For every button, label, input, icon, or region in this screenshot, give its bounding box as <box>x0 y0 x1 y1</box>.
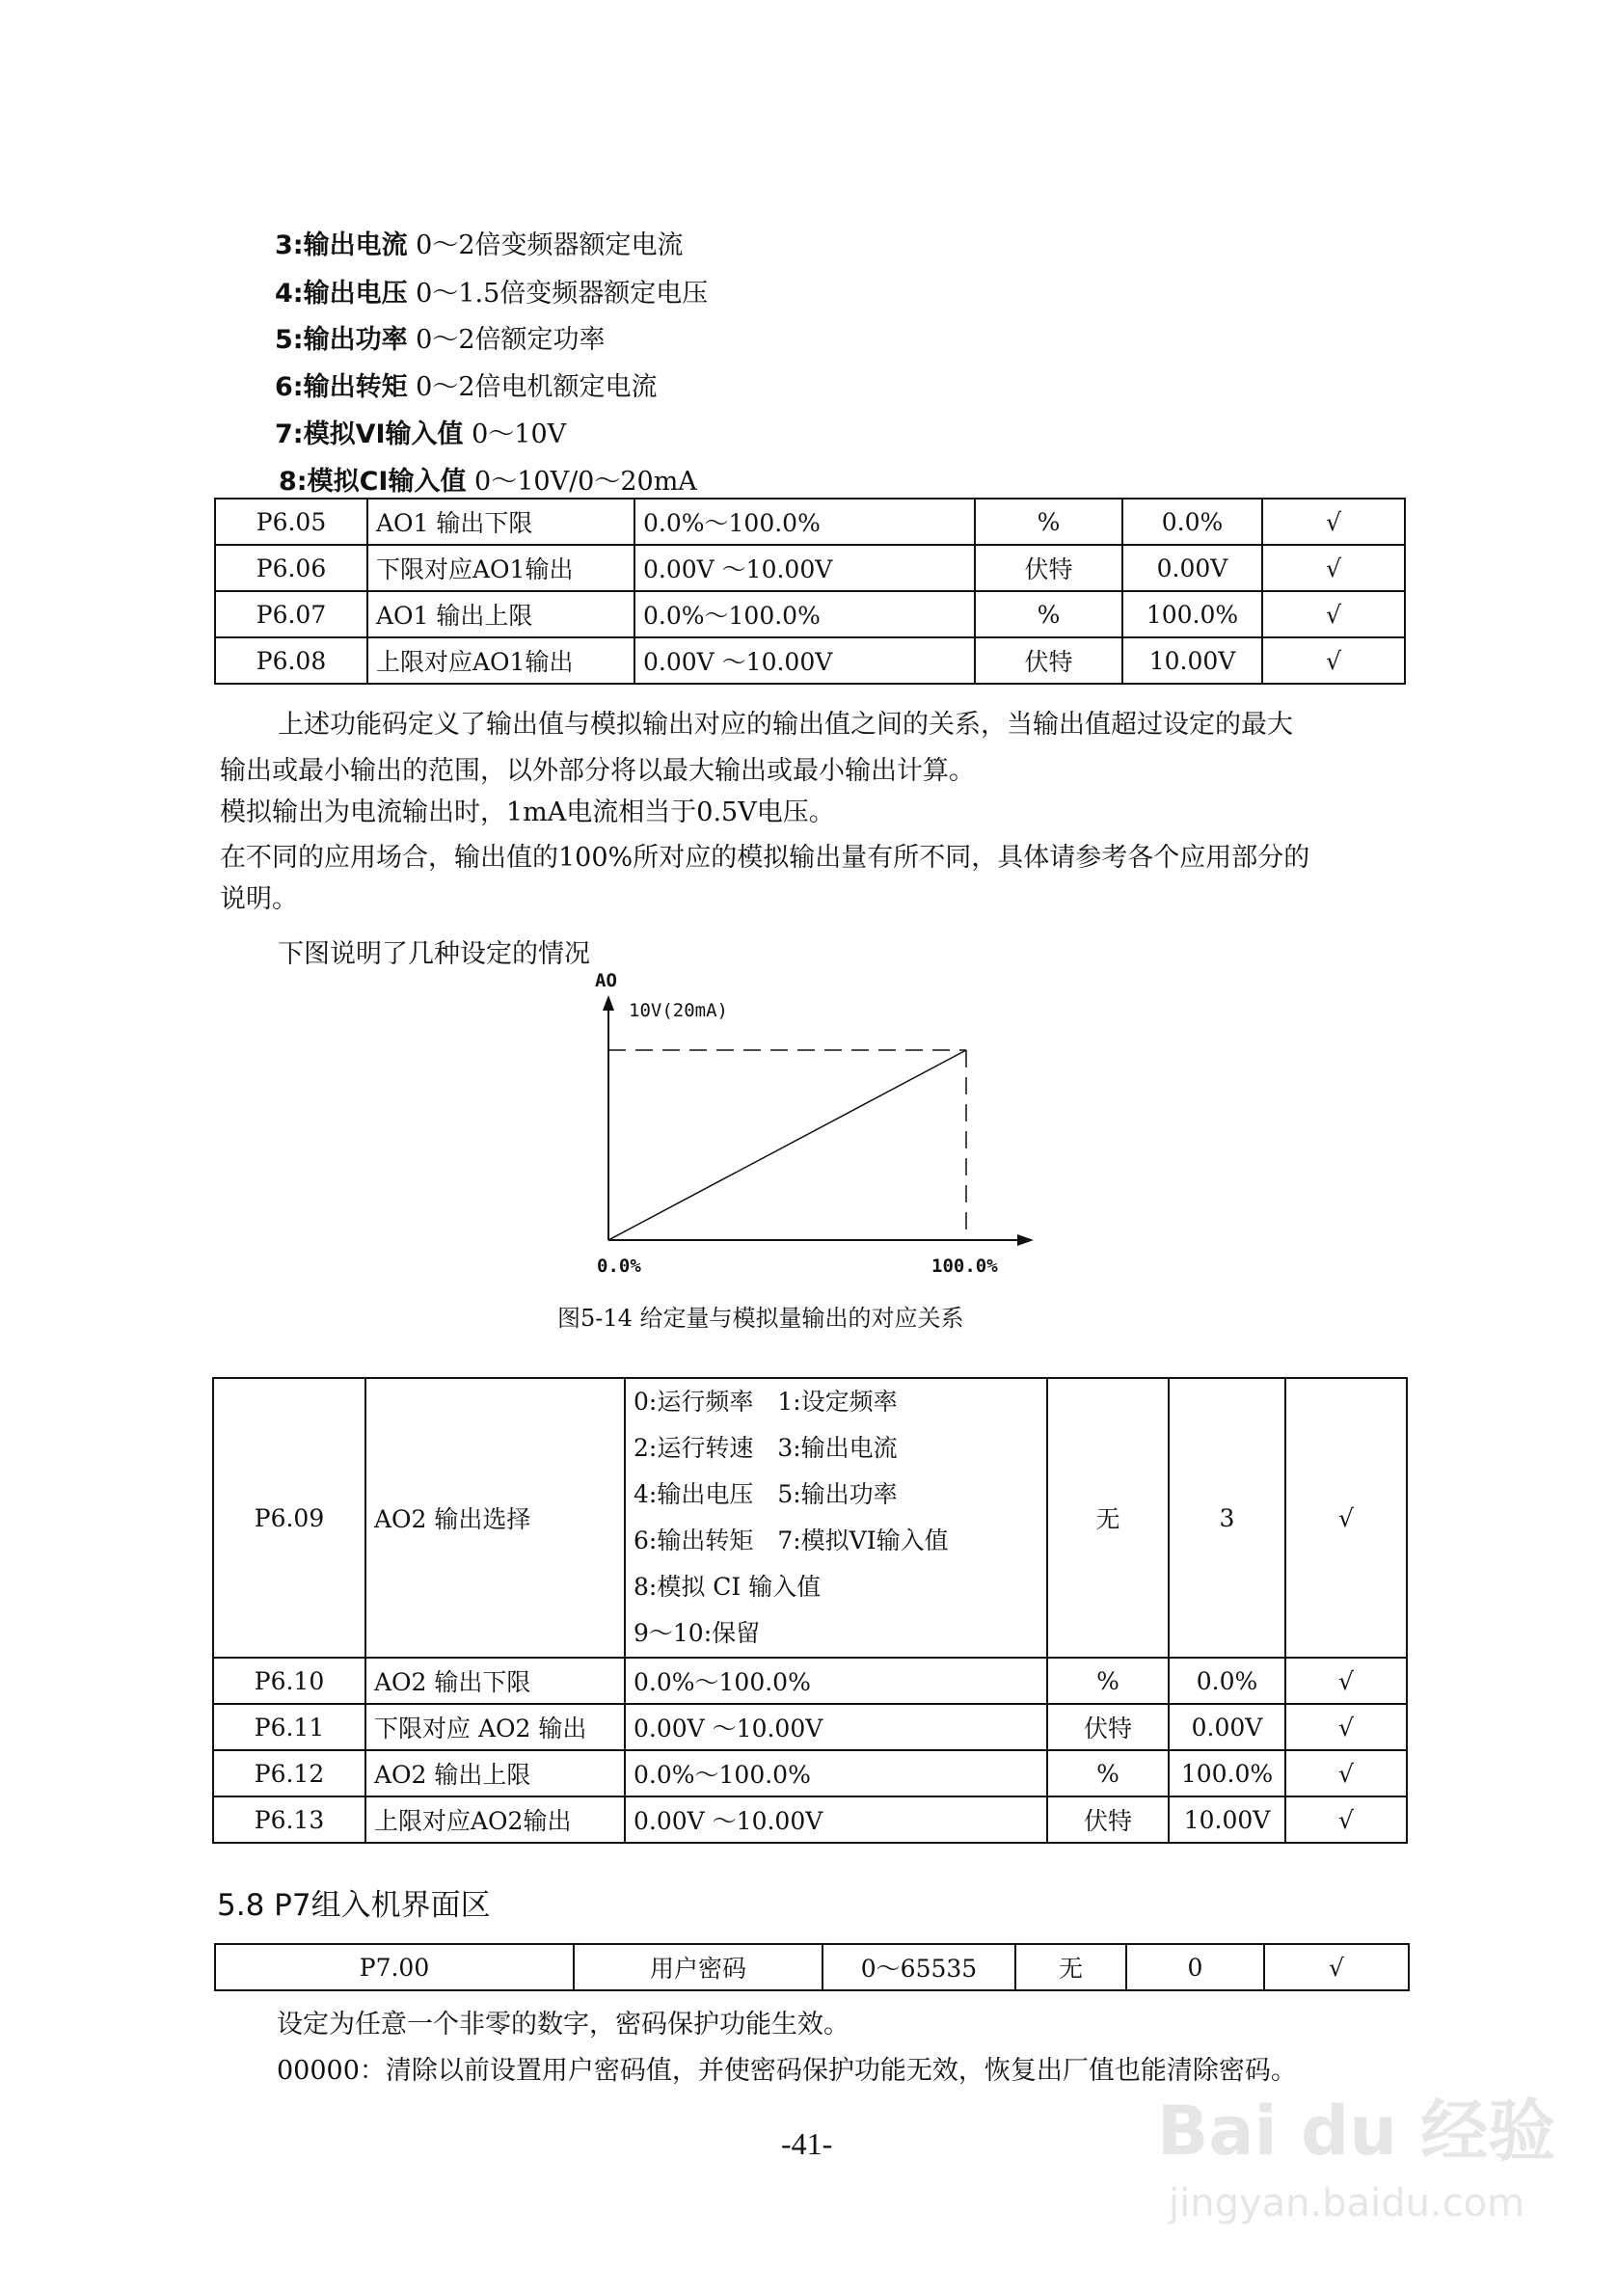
param-default: 100.0% <box>1169 1750 1285 1796</box>
paragraph-line: 上述功能码定义了输出值与模拟输出对应的输出值之间的关系，当输出值超过设定的最大 <box>278 710 1293 740</box>
paragraph-line: 下图说明了几种设定的情况 <box>278 939 590 969</box>
list-item-lead: 4:输出电压 <box>275 279 408 309</box>
list-item-lead: 7:模拟VI输入值 <box>275 419 464 449</box>
param-range: 0.00V ～10.00V <box>634 545 975 591</box>
table-row <box>215 545 1405 591</box>
y-max-label: 10V(20mA) <box>629 1000 728 1021</box>
ao2-parameter-table <box>212 1377 1408 1844</box>
param-default: 3 <box>1169 1378 1285 1658</box>
table-row <box>213 1378 1407 1658</box>
ao1-parameter-table <box>214 498 1406 685</box>
param-range: 0.0%～100.0% <box>625 1658 1047 1704</box>
list-item-text: 0～2倍变频器额定电流 <box>407 230 684 260</box>
param-name: 用户密码 <box>574 1944 822 1990</box>
param-unit: 无 <box>1015 1944 1126 1990</box>
param-unit: 无 <box>1047 1378 1169 1658</box>
param-unit: % <box>975 499 1122 545</box>
param-code: P7.00 <box>215 1944 574 1990</box>
note-line: 设定为任意一个非零的数字，密码保护功能生效。 <box>277 2010 849 2039</box>
param-code: P6.11 <box>213 1704 365 1750</box>
param-range: 0.00V ～10.00V <box>625 1704 1047 1750</box>
param-unit: 伏特 <box>1047 1796 1169 1843</box>
table-row <box>213 1704 1407 1750</box>
option-item: 2:运行转速 3:输出电流 <box>634 1434 898 1462</box>
list-item <box>275 324 606 357</box>
param-range: 0.0%～100.0% <box>634 591 975 637</box>
p7-parameter-table <box>214 1943 1410 1991</box>
list-item <box>275 371 658 404</box>
param-name: 下限对应AO1输出 <box>367 545 634 591</box>
param-range: 0.0%～100.0% <box>625 1750 1047 1796</box>
param-name: 下限对应 AO2 输出 <box>365 1704 625 1750</box>
list-item-text: 0～2倍电机额定电流 <box>407 372 658 402</box>
y-axis-label: AO <box>595 970 617 991</box>
option-item: 0:运行频率 1:设定频率 <box>634 1388 898 1416</box>
param-options <box>625 1378 1047 1658</box>
check-icon: √ <box>1285 1658 1407 1704</box>
check-icon: √ <box>1262 591 1405 637</box>
paragraph-line: 模拟输出为电流输出时，1mA电流相当于0.5V电压。 <box>220 797 835 827</box>
param-name: AO1 输出上限 <box>367 591 634 637</box>
table-row <box>215 1944 1409 1990</box>
option-item: 9～10:保留 <box>634 1619 761 1647</box>
note-line: 00000：清除以前设置用户密码值，并使密码保护功能无效，恢复出厂值也能清除密码。 <box>277 2056 1297 2086</box>
param-unit: % <box>975 591 1122 637</box>
table-row <box>213 1658 1407 1704</box>
x-axis-arrow-icon <box>1017 1234 1034 1246</box>
param-default: 0.00V <box>1122 545 1262 591</box>
check-icon: √ <box>1285 1796 1407 1843</box>
list-item-text: 0～10V/0～20mA <box>466 467 697 497</box>
param-default: 0 <box>1126 1944 1264 1990</box>
list-item-text: 0～2倍额定功率 <box>407 325 606 355</box>
param-name: AO2 输出上限 <box>365 1750 625 1796</box>
param-default: 10.00V <box>1169 1796 1285 1843</box>
list-item-lead: 5:输出功率 <box>275 325 408 355</box>
param-unit: % <box>1047 1750 1169 1796</box>
table-row <box>215 591 1405 637</box>
check-icon: √ <box>1262 499 1405 545</box>
list-item <box>275 230 684 262</box>
watermark-brand: Bai du 经验 <box>1157 2092 1556 2171</box>
param-code: P6.12 <box>213 1750 365 1796</box>
check-icon: √ <box>1262 637 1405 684</box>
table-row <box>213 1750 1407 1796</box>
param-code: P6.13 <box>213 1796 365 1843</box>
option-item: 8:模拟 CI 输入值 <box>634 1573 822 1601</box>
paragraph-line: 说明。 <box>220 884 298 914</box>
param-code: P6.10 <box>213 1658 365 1704</box>
param-default: 0.00V <box>1169 1704 1285 1750</box>
param-unit: 伏特 <box>975 545 1122 591</box>
table-row <box>215 499 1405 545</box>
list-item <box>275 419 566 451</box>
table-row <box>213 1796 1407 1843</box>
check-icon: √ <box>1285 1750 1407 1796</box>
param-name: AO2 输出下限 <box>365 1658 625 1704</box>
check-icon: √ <box>1262 545 1405 591</box>
paragraph-line: 输出或最小输出的范围，以外部分将以最大输出或最小输出计算。 <box>220 756 975 786</box>
param-name: 上限对应AO1输出 <box>367 637 634 684</box>
watermark-url: jingyan.baidu.com <box>1169 2181 1525 2226</box>
option-item: 4:输出电压 5:输出功率 <box>634 1480 898 1508</box>
param-name: AO2 输出选择 <box>365 1378 625 1658</box>
list-item <box>279 466 697 499</box>
param-code: P6.08 <box>215 637 367 684</box>
param-unit: 伏特 <box>975 637 1122 684</box>
option-item: 6:输出转矩 7:模拟VI输入值 <box>634 1526 949 1554</box>
list-item-lead: 8:模拟CI输入值 <box>279 467 467 497</box>
table-row <box>215 637 1405 684</box>
section-title: 5.8 P7组入机界面区 <box>217 1888 491 1923</box>
param-code: P6.07 <box>215 591 367 637</box>
paragraph-line: 在不同的应用场合，输出值的100%所对应的模拟输出量有所不同，具体请参考各个应用部分的 <box>220 843 1310 873</box>
check-icon: √ <box>1264 1944 1409 1990</box>
param-range: 0～65535 <box>822 1944 1015 1990</box>
check-icon: √ <box>1285 1378 1407 1658</box>
param-default: 100.0% <box>1122 591 1262 637</box>
list-item-lead: 6:输出转矩 <box>275 372 408 402</box>
list-item <box>275 278 708 311</box>
param-default: 0.0% <box>1122 499 1262 545</box>
figure-caption: 图5-14 给定量与模拟量输出的对应关系 <box>557 1305 964 1332</box>
param-default: 0.0% <box>1169 1658 1285 1704</box>
param-unit: % <box>1047 1658 1169 1704</box>
param-default: 10.00V <box>1122 637 1262 684</box>
param-range: 0.00V ～10.00V <box>625 1796 1047 1843</box>
y-axis-arrow-icon <box>603 995 614 1011</box>
param-name: AO1 输出下限 <box>367 499 634 545</box>
x-max-label: 100.0% <box>931 1256 998 1277</box>
check-icon: √ <box>1285 1704 1407 1750</box>
list-item-text: 0～1.5倍变频器额定电压 <box>407 279 709 309</box>
param-name: 上限对应AO2输出 <box>365 1796 625 1843</box>
param-code: P6.06 <box>215 545 367 591</box>
list-item-lead: 3:输出电流 <box>275 230 408 260</box>
param-range: 0.00V ～10.00V <box>634 637 975 684</box>
param-range: 0.0%～100.0% <box>634 499 975 545</box>
x-min-label: 0.0% <box>597 1256 641 1277</box>
param-code: P6.05 <box>215 499 367 545</box>
baidu-watermark-logo <box>1157 2092 1556 2171</box>
page-number: -41- <box>781 2126 833 2161</box>
param-unit: 伏特 <box>1047 1704 1169 1750</box>
param-code: P6.09 <box>213 1378 365 1658</box>
list-item-text: 0～10V <box>463 419 567 449</box>
